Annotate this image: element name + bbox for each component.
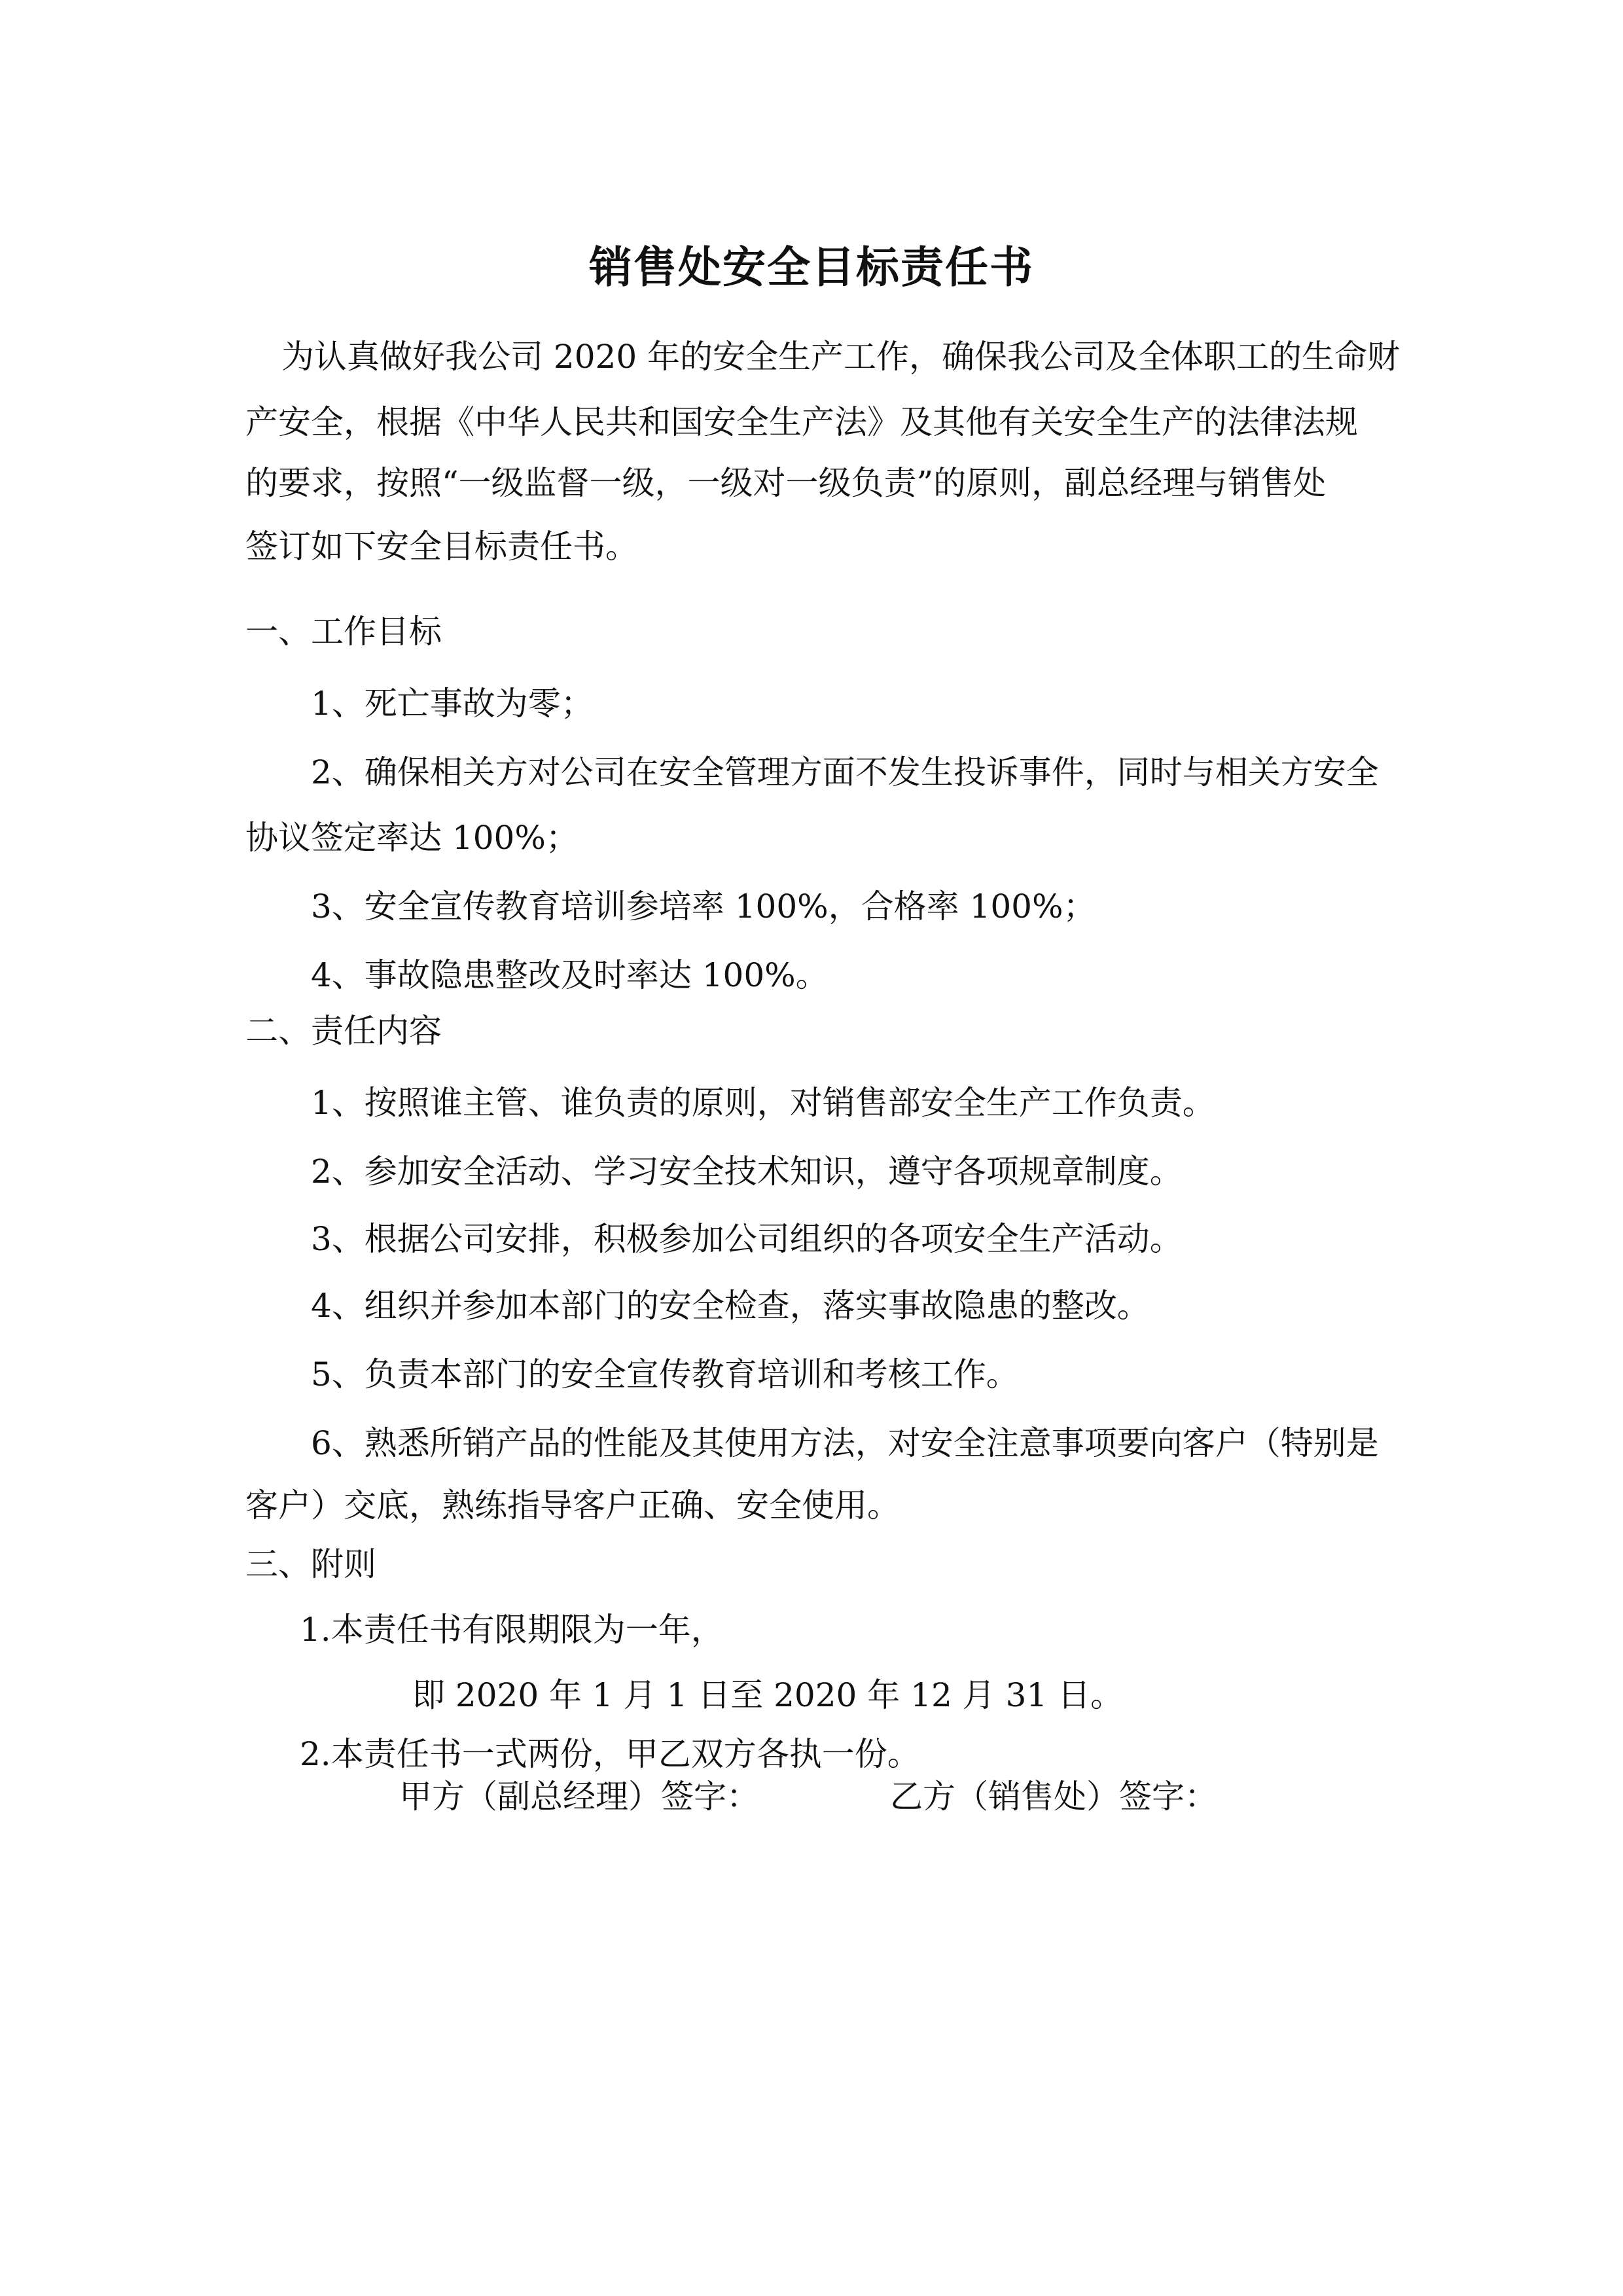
duty-item-1: 1、按照谁主管、谁负责的原则，对销售部安全生产工作负责。	[311, 1084, 1215, 1122]
goal-item-2: 2、确保相关方对公司在安全管理方面不发生投诉事件，同时与相关方安全	[311, 753, 1379, 791]
party-a-signature-label: 甲方（副总经理）签字：	[399, 1778, 759, 1816]
goal-item-4: 4、事故隐患整改及时率达 100%。	[311, 956, 829, 994]
party-b-signature-label: 乙方（销售处）签字：	[890, 1778, 1217, 1816]
duty-item-6-cont: 客户）交底，熟练指导客户正确、安全使用。	[245, 1486, 900, 1524]
intro-line-3: 的要求，按照“一级监督一级，一级对一级负责”的原则，副总经理与销售处	[245, 464, 1327, 502]
duty-item-6: 6、熟悉所销产品的性能及其使用方法，对安全注意事项要向客户（特别是	[311, 1424, 1379, 1462]
intro-line-4: 签订如下安全目标责任书。	[245, 528, 638, 565]
section-heading-goals: 一、工作目标	[245, 613, 442, 651]
goal-item-2-cont: 协议签定率达 100%；	[245, 819, 579, 857]
appendix-item-2: 2.本责任书一式两份，甲乙双方各执一份。	[300, 1735, 920, 1773]
section-heading-duties: 二、责任内容	[245, 1012, 442, 1050]
signature-row	[399, 1777, 1217, 1816]
duty-item-3: 3、根据公司安排，积极参加公司组织的各项安全生产活动。	[311, 1220, 1183, 1258]
goal-item-3: 3、安全宣传教育培训参培率 100%，合格率 100%；	[311, 888, 1096, 925]
appendix-item-1: 1.本责任书有限期限为一年，	[300, 1611, 724, 1649]
duty-item-2: 2、参加安全活动、学习安全技术知识，遵守各项规章制度。	[311, 1153, 1183, 1191]
section-heading-appendix: 三、附则	[245, 1545, 376, 1583]
duty-item-4: 4、组织并参加本部门的安全检查，落实事故隐患的整改。	[311, 1287, 1150, 1325]
duty-item-5: 5、负责本部门的安全宣传教育培训和考核工作。	[311, 1355, 1019, 1393]
document-title: 销售处安全目标责任书	[589, 242, 1034, 293]
intro-line-1: 为认真做好我公司 2020 年的安全生产工作，确保我公司及全体职工的生命财	[281, 338, 1400, 376]
goal-item-1: 1、死亡事故为零；	[311, 685, 594, 723]
intro-line-2: 产安全，根据《中华人民共和国安全生产法》及其他有关安全生产的法律法规	[245, 403, 1358, 441]
appendix-item-1-dates: 即 2020 年 1 月 1 日至 2020 年 12 月 31 日。	[412, 1676, 1124, 1714]
